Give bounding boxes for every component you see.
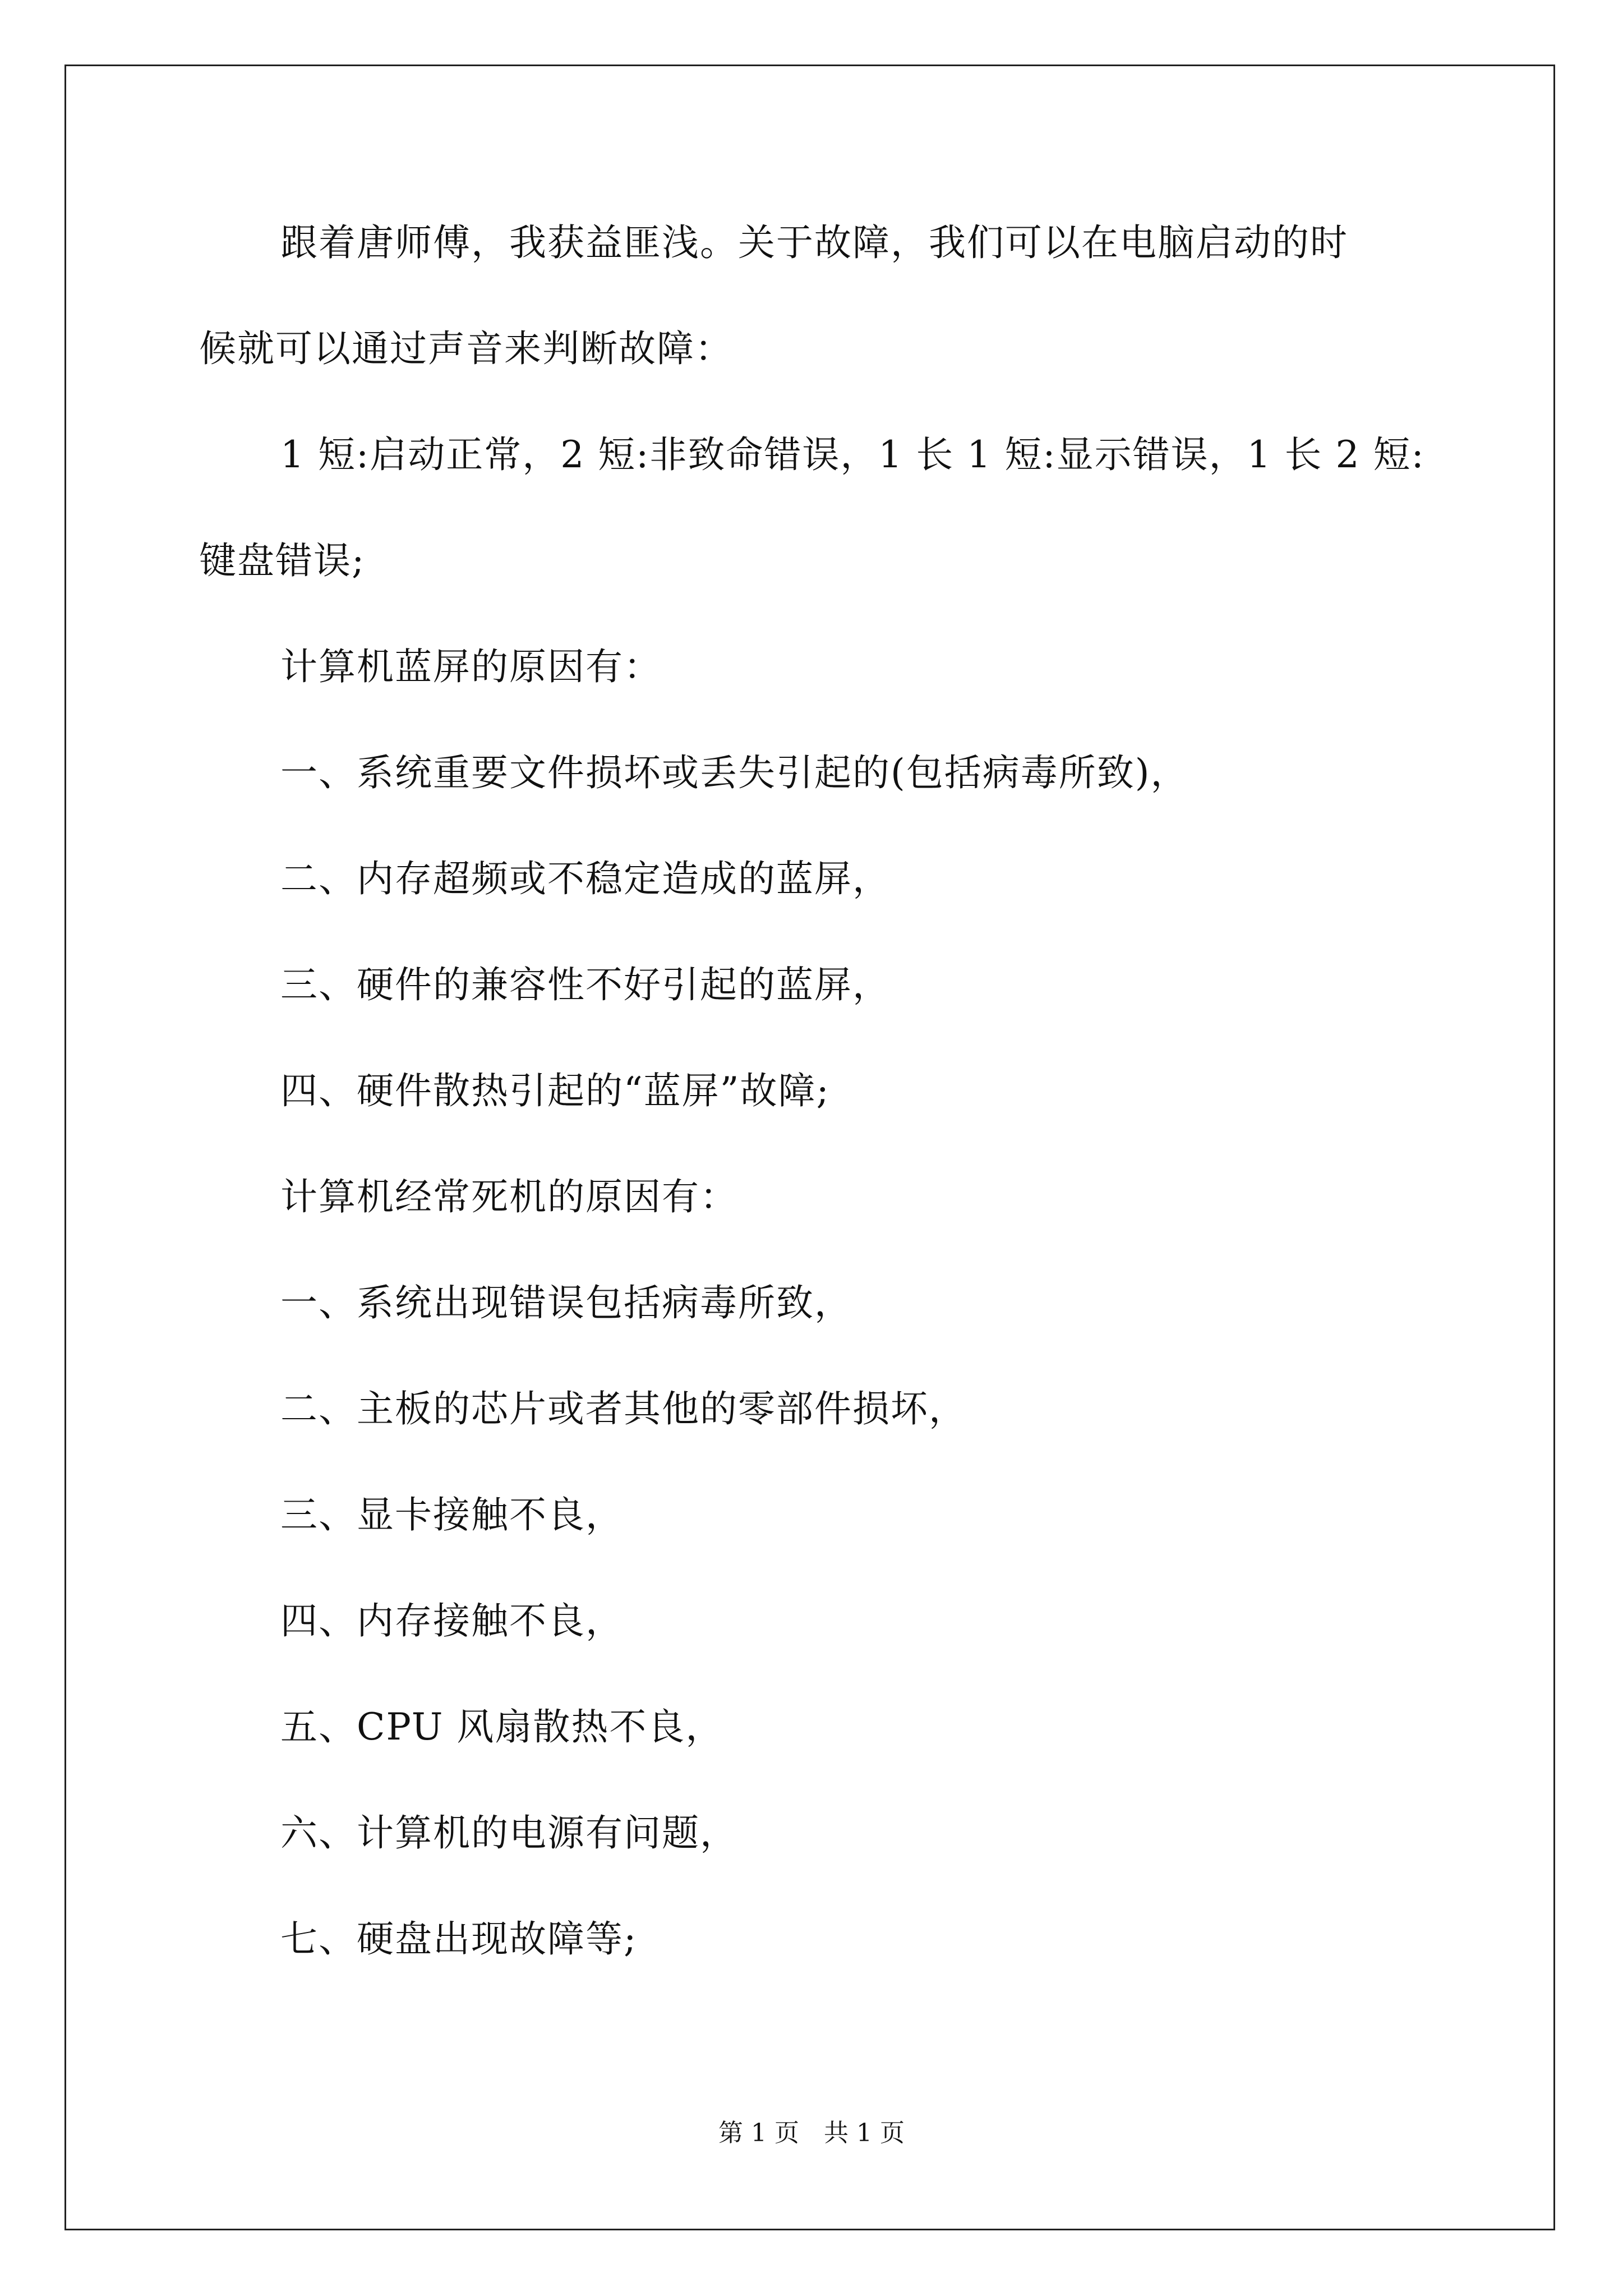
crash-cause-5: 五、CPU 风扇散热不良， — [280, 1705, 724, 1749]
crash-cause-3: 三、显卡接触不良， — [280, 1493, 624, 1536]
bluescreen-heading: 计算机蓝屏的原因有： — [280, 645, 662, 688]
document-body — [199, 222, 1472, 1961]
paragraph-2-line-2: 键盘错误; — [199, 539, 366, 582]
crash-cause-7: 七、硬盘出现故障等; — [280, 1917, 638, 1961]
bluescreen-cause-4: 四、硬件散热引起的“蓝屏”故障; — [280, 1069, 830, 1112]
crash-cause-6: 六、计算机的电源有问题， — [280, 1811, 738, 1855]
paragraph-1-line-2: 候就可以通过声音来判断故障： — [199, 327, 733, 370]
page-footer: 第 1 页 共 1 页 — [718, 2119, 905, 2147]
crash-cause-4: 四、内存接触不良， — [280, 1599, 624, 1642]
paragraph-2-line-1: 1 短:启动正常，2 短:非致命错误，1 长 1 短:显示错误，1 长 2 短: — [280, 433, 1425, 476]
bluescreen-cause-1: 一、系统重要文件损坏或丢失引起的(包括病毒所致)， — [280, 751, 1189, 794]
bluescreen-cause-3: 三、硬件的兼容性不好引起的蓝屏， — [280, 963, 891, 1006]
crash-cause-2: 二、主板的芯片或者其他的零部件损坏， — [280, 1387, 967, 1430]
crash-cause-1: 一、系统出现错误包括病毒所致， — [280, 1281, 852, 1324]
paragraph-1-line-1: 跟着唐师傅，我获益匪浅。关于故障，我们可以在电脑启动的时 — [280, 221, 1348, 264]
bluescreen-cause-2: 二、内存超频或不稳定造成的蓝屏， — [280, 857, 891, 900]
crash-heading: 计算机经常死机的原因有： — [280, 1175, 738, 1218]
